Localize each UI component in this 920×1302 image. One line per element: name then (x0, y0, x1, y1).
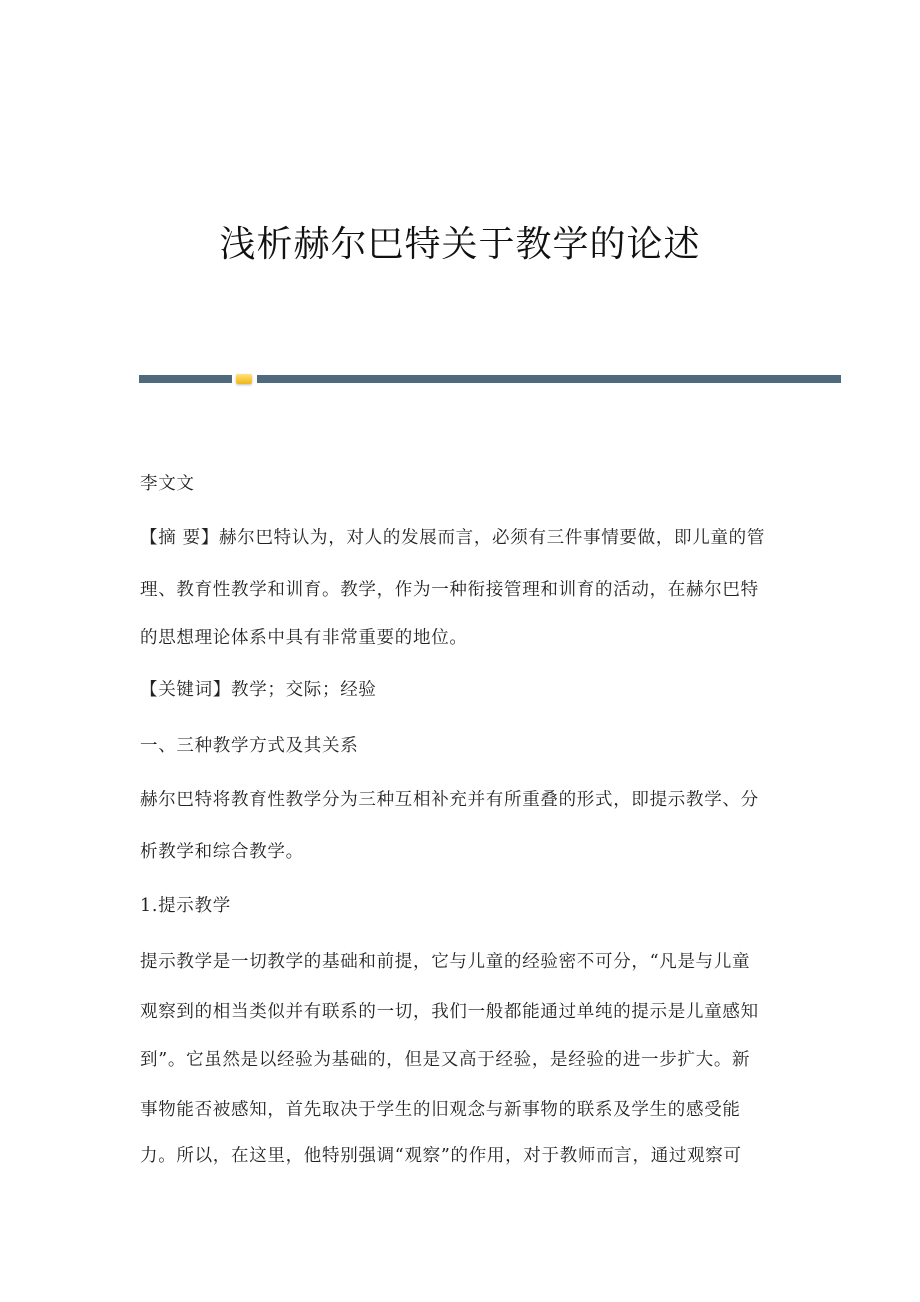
body-line: 力。所以，在这里，他特别强调“观察”的作用，对于教师而言，通过观察可 (140, 1146, 742, 1166)
body-line: 赫尔巴特将教育性教学分为三种互相补充并有所重叠的形式，即提示教学、分 (140, 790, 759, 810)
body-line: 事物能否被感知，首先取决于学生的旧观念与新事物的联系及学生的感受能 (140, 1100, 741, 1120)
body-line: 到”。它虽然是以经验为基础的，但是又高于经验，是经验的进一步扩大。新 (140, 1050, 751, 1070)
abstract-line: 的思想理论体系中具有非常重要的地位。 (140, 628, 468, 648)
divider-bar-left (139, 375, 232, 383)
body-line: 提示教学是一切教学的基础和前提，它与儿童的经验密不可分，“凡是与儿童 (140, 952, 751, 972)
subsection-heading: 1.提示教学 (140, 896, 231, 916)
author: 李文文 (140, 474, 195, 494)
divider-ornament-icon (236, 374, 252, 384)
keywords: 【关键词】教学；交际；经验 (140, 680, 377, 700)
abstract-line: 理、教育性教学和训育。教学，作为一种衔接管理和训育的活动，在赫尔巴特 (140, 580, 759, 600)
document-title: 浅析赫尔巴特关于教学的论述 (219, 224, 701, 265)
abstract-line: 【摘 要】赫尔巴特认为，对人的发展而言，必须有三件事情要做，即儿童的管 (140, 528, 766, 548)
body-line: 析教学和综合教学。 (140, 842, 304, 862)
divider-bar-right (257, 375, 841, 383)
section-heading: 一、三种教学方式及其关系 (140, 736, 359, 756)
body-line: 观察到的相当类似并有联系的一切，我们一般都能通过单纯的提示是儿童感知 (140, 1002, 759, 1022)
